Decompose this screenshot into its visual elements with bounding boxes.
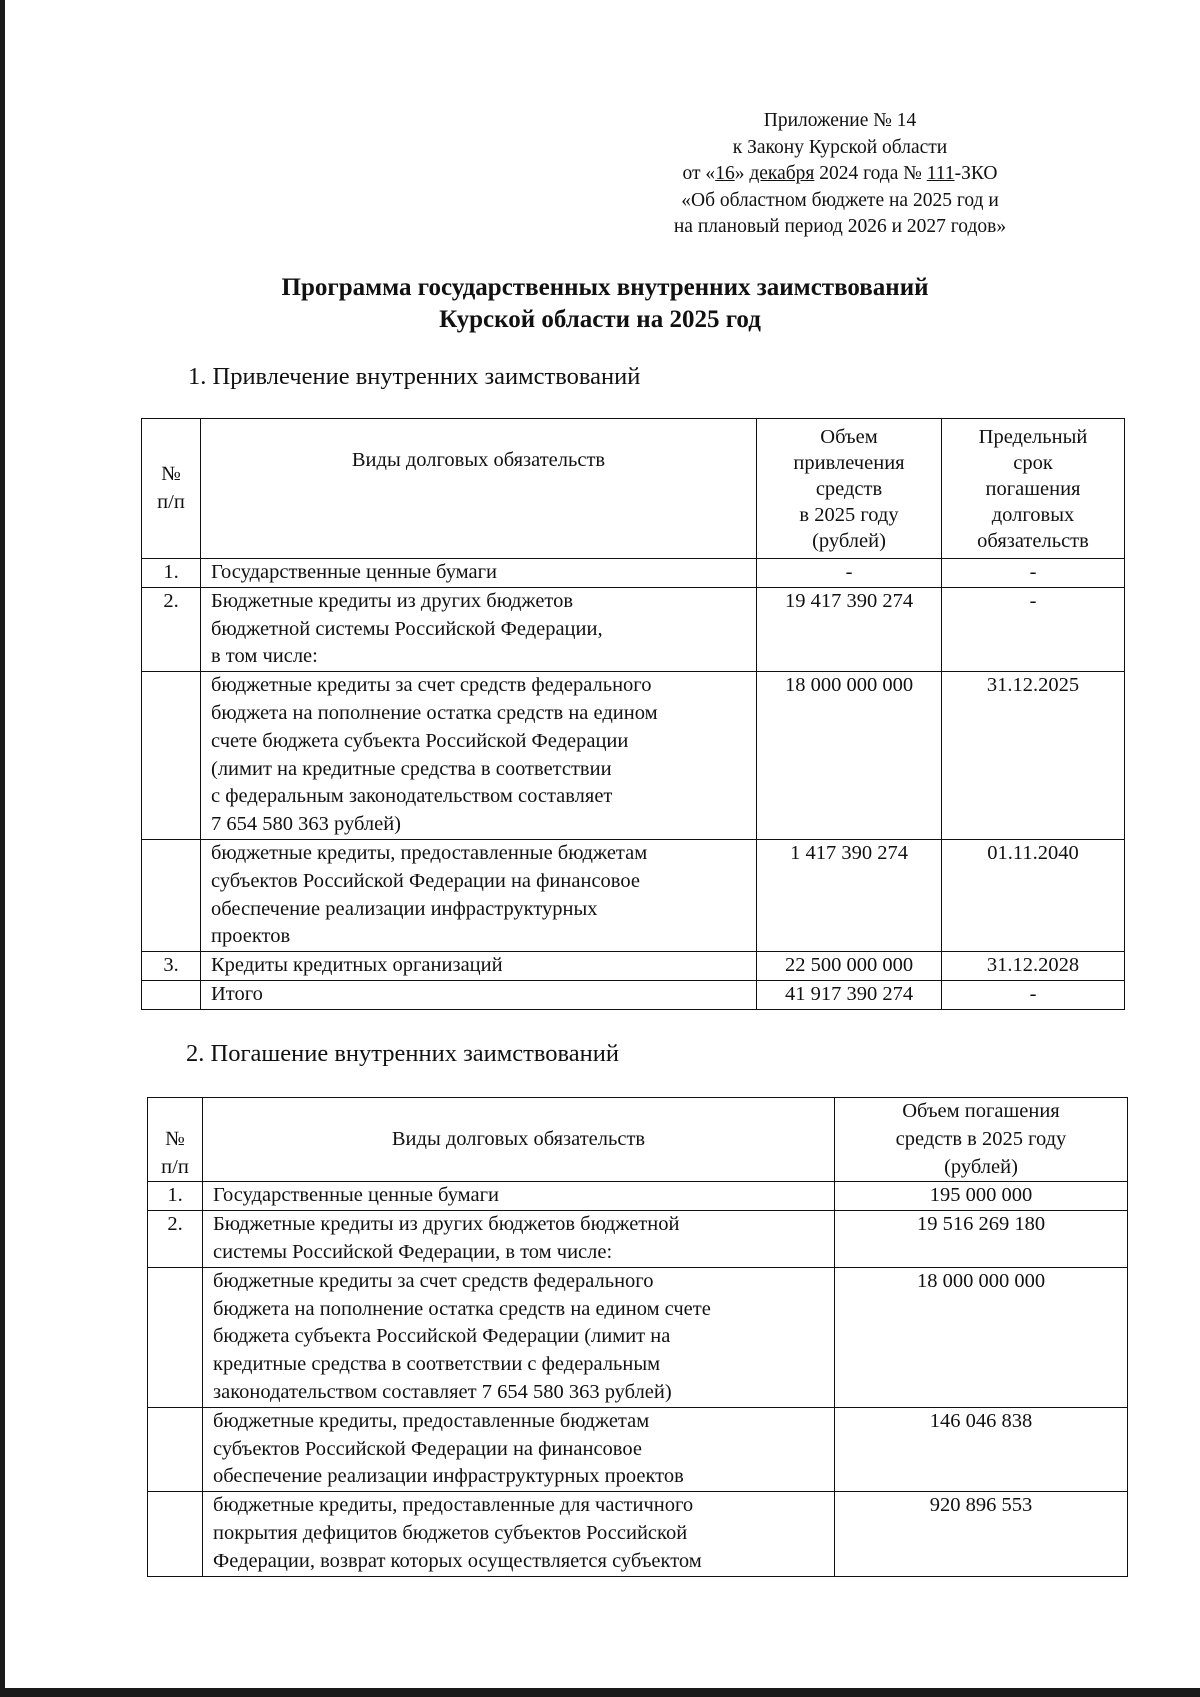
header-volume-line: в 2025 году <box>799 503 899 526</box>
term-value: - <box>942 980 1125 1009</box>
table-row <box>148 1267 1128 1407</box>
row-number <box>142 980 201 1009</box>
obligation-type-line: с федеральным законодательством составляет <box>211 785 613 808</box>
term-value: 31.12.2025 <box>942 672 1125 840</box>
obligation-type-line: системы Российской Федерации, в том числе: <box>213 1240 613 1263</box>
obligation-type-line: бюджетной системы Российской Федерации, <box>211 617 603 640</box>
volume-value: 18 000 000 000 <box>757 672 942 840</box>
appendix-line-5: на плановый период 2026 и 2027 годов» <box>673 216 1007 237</box>
obligation-type <box>203 1492 835 1576</box>
header-volume-line: средств в 2025 году <box>895 1127 1067 1150</box>
row-number: 1. <box>142 559 201 588</box>
obligation-type-line: бюджета на пополнение остатка средств на едином счете <box>213 1297 711 1320</box>
table-row <box>148 1182 1128 1211</box>
obligation-type-line: бюджетные кредиты, предоставленные бюджетам <box>211 841 648 864</box>
appendix-header <box>640 108 1040 241</box>
obligation-type-line: обеспечение реализации инфраструктурных <box>211 897 598 920</box>
obligation-type-line: (лимит на кредитные средства в соответствии <box>211 757 612 780</box>
row-number: 2. <box>148 1211 203 1268</box>
header-term <box>942 419 1125 559</box>
volume-value: 195 000 000 <box>835 1182 1128 1211</box>
header-term-line: Предельный <box>978 425 1088 448</box>
obligation-type <box>201 980 757 1009</box>
obligation-type-line: бюджетные кредиты за счет средств федерального <box>211 674 652 697</box>
obligation-type-line: кредитные средства в соответствии с федеральным <box>213 1353 661 1376</box>
obligation-type-line: 7 654 580 363 рублей) <box>211 813 402 836</box>
obligation-type <box>203 1267 835 1407</box>
row-number: 1. <box>148 1182 203 1211</box>
obligation-type <box>201 839 757 951</box>
term-value: 31.12.2028 <box>942 952 1125 981</box>
header-volume-line: (рублей) <box>944 1155 1018 1178</box>
volume-value: 146 046 838 <box>835 1407 1128 1491</box>
scan-bottom-edge <box>0 1688 1200 1697</box>
header-term-line: долговых <box>991 503 1075 526</box>
appendix-line-1: Приложение № 14 <box>763 110 917 131</box>
volume-value: 22 500 000 000 <box>757 952 942 981</box>
table-row <box>142 672 1125 840</box>
header-num <box>148 1098 203 1182</box>
section-1-heading: 1. Привлечение внутренних заимствований <box>188 363 641 390</box>
row-number <box>142 839 201 951</box>
header-volume-line: Объем погашения <box>902 1100 1060 1122</box>
obligation-type-line: Бюджетные кредиты из других бюджетов бюджетной <box>213 1213 680 1236</box>
table-row <box>148 1211 1128 1268</box>
obligation-type-line: покрытия дефицитов бюджетов субъектов Российской <box>213 1521 688 1544</box>
obligation-type <box>203 1407 835 1491</box>
volume-value: 1 417 390 274 <box>757 839 942 951</box>
volume-value: 19 417 390 274 <box>757 587 942 671</box>
obligation-type-line: Кредиты кредитных организаций <box>211 954 503 977</box>
obligation-type-line: Государственные ценные бумаги <box>211 561 497 583</box>
obligation-type <box>201 672 757 840</box>
header-num <box>142 419 201 559</box>
header-volume-line: Объем <box>820 425 878 448</box>
header-volume <box>835 1098 1128 1182</box>
row-number <box>148 1407 203 1491</box>
law-day: 16 <box>715 163 735 184</box>
title-line-2: Курской области на 2025 год <box>439 306 761 333</box>
law-number: 111 <box>926 163 955 184</box>
row-number: 2. <box>142 587 201 671</box>
header-term-line: срок <box>1013 451 1053 474</box>
row-number <box>148 1267 203 1407</box>
term-value: 01.11.2040 <box>942 839 1125 951</box>
appendix-line-3: от «16» декабря 2024 года № 111-ЗКО <box>682 163 998 184</box>
obligation-type-line: бюджетные кредиты за счет средств федерального <box>213 1269 654 1292</box>
obligation-type <box>203 1182 835 1211</box>
obligation-type-line: Итого <box>211 982 263 1005</box>
obligation-type-line: Государственные ценные бумаги <box>213 1184 499 1207</box>
header-volume-line: средств <box>815 477 883 500</box>
obligation-type-line: субъектов Российской Федерации на финансовое <box>211 869 640 892</box>
row-number <box>142 672 201 840</box>
header-term-line: погашения <box>985 477 1081 500</box>
title-line-1: Программа государственных внутренних заимствований <box>281 274 929 301</box>
obligation-type-line: обеспечение реализации инфраструктурных проектов <box>213 1465 684 1488</box>
obligation-type <box>201 559 757 588</box>
obligation-type-line: бюджетные кредиты, предоставленные для частичного <box>213 1494 694 1517</box>
obligation-type-line: субъектов Российской Федерации на финансовое <box>213 1437 642 1460</box>
header-type: Виды долговых обязательств <box>201 419 757 559</box>
table-row <box>142 952 1125 981</box>
table-row <box>148 1407 1128 1491</box>
row-number <box>148 1492 203 1576</box>
header-type: Виды долговых обязательств <box>203 1098 835 1182</box>
law-month: декабря <box>749 163 815 184</box>
appendix-line-4: «Об областном бюджете на 2025 год и <box>681 189 999 211</box>
obligation-type-line: бюджета субъекта Российской Федерации (лимит на <box>213 1325 671 1348</box>
obligation-type <box>201 587 757 671</box>
term-value: - <box>942 587 1125 671</box>
repayment-table <box>147 1097 1128 1577</box>
obligation-type-line: Федерации, возврат которых осуществляется субъектом <box>213 1549 702 1572</box>
table-header-row <box>148 1098 1128 1182</box>
header-num-line: п/п <box>157 490 185 513</box>
scan-left-edge <box>0 0 5 1697</box>
table-row <box>142 587 1125 671</box>
header-volume-line: (рублей) <box>812 529 886 552</box>
obligation-type-line: проектов <box>211 925 291 948</box>
borrowing-table <box>141 418 1125 1010</box>
table-row <box>142 559 1125 588</box>
header-num-line: № <box>161 462 181 485</box>
table-row <box>148 1492 1128 1576</box>
volume-value: - <box>757 559 942 588</box>
table-header-row <box>142 419 1125 559</box>
header-term-line: обязательств <box>977 529 1089 552</box>
header-num-line: № <box>165 1127 185 1150</box>
row-number: 3. <box>142 952 201 981</box>
document-title <box>0 272 1200 336</box>
header-num-line: п/п <box>161 1155 189 1178</box>
header-volume-line: привлечения <box>793 451 905 474</box>
header-volume <box>757 419 942 559</box>
table-row <box>142 980 1125 1009</box>
section-2-heading: 2. Погашение внутренних заимствований <box>186 1040 619 1067</box>
obligation-type-line: Бюджетные кредиты из других бюджетов <box>211 589 574 612</box>
appendix-line-2: к Закону Курской области <box>732 136 948 158</box>
obligation-type-line: в том числе: <box>211 645 318 668</box>
volume-value: 18 000 000 000 <box>835 1267 1128 1407</box>
term-value: - <box>942 559 1125 588</box>
obligation-type <box>201 952 757 981</box>
obligation-type <box>203 1211 835 1268</box>
volume-value: 41 917 390 274 <box>757 980 942 1009</box>
obligation-type-line: счете бюджета субъекта Российской Федерации <box>211 729 629 752</box>
obligation-type-line: бюджетные кредиты, предоставленные бюджетам <box>213 1409 650 1432</box>
volume-value: 19 516 269 180 <box>835 1211 1128 1268</box>
obligation-type-line: бюджета на пополнение остатка средств на едином <box>211 701 658 724</box>
obligation-type-line: законодательством составляет 7 654 580 363 рублей) <box>213 1380 672 1403</box>
table-row <box>142 839 1125 951</box>
volume-value: 920 896 553 <box>835 1492 1128 1576</box>
